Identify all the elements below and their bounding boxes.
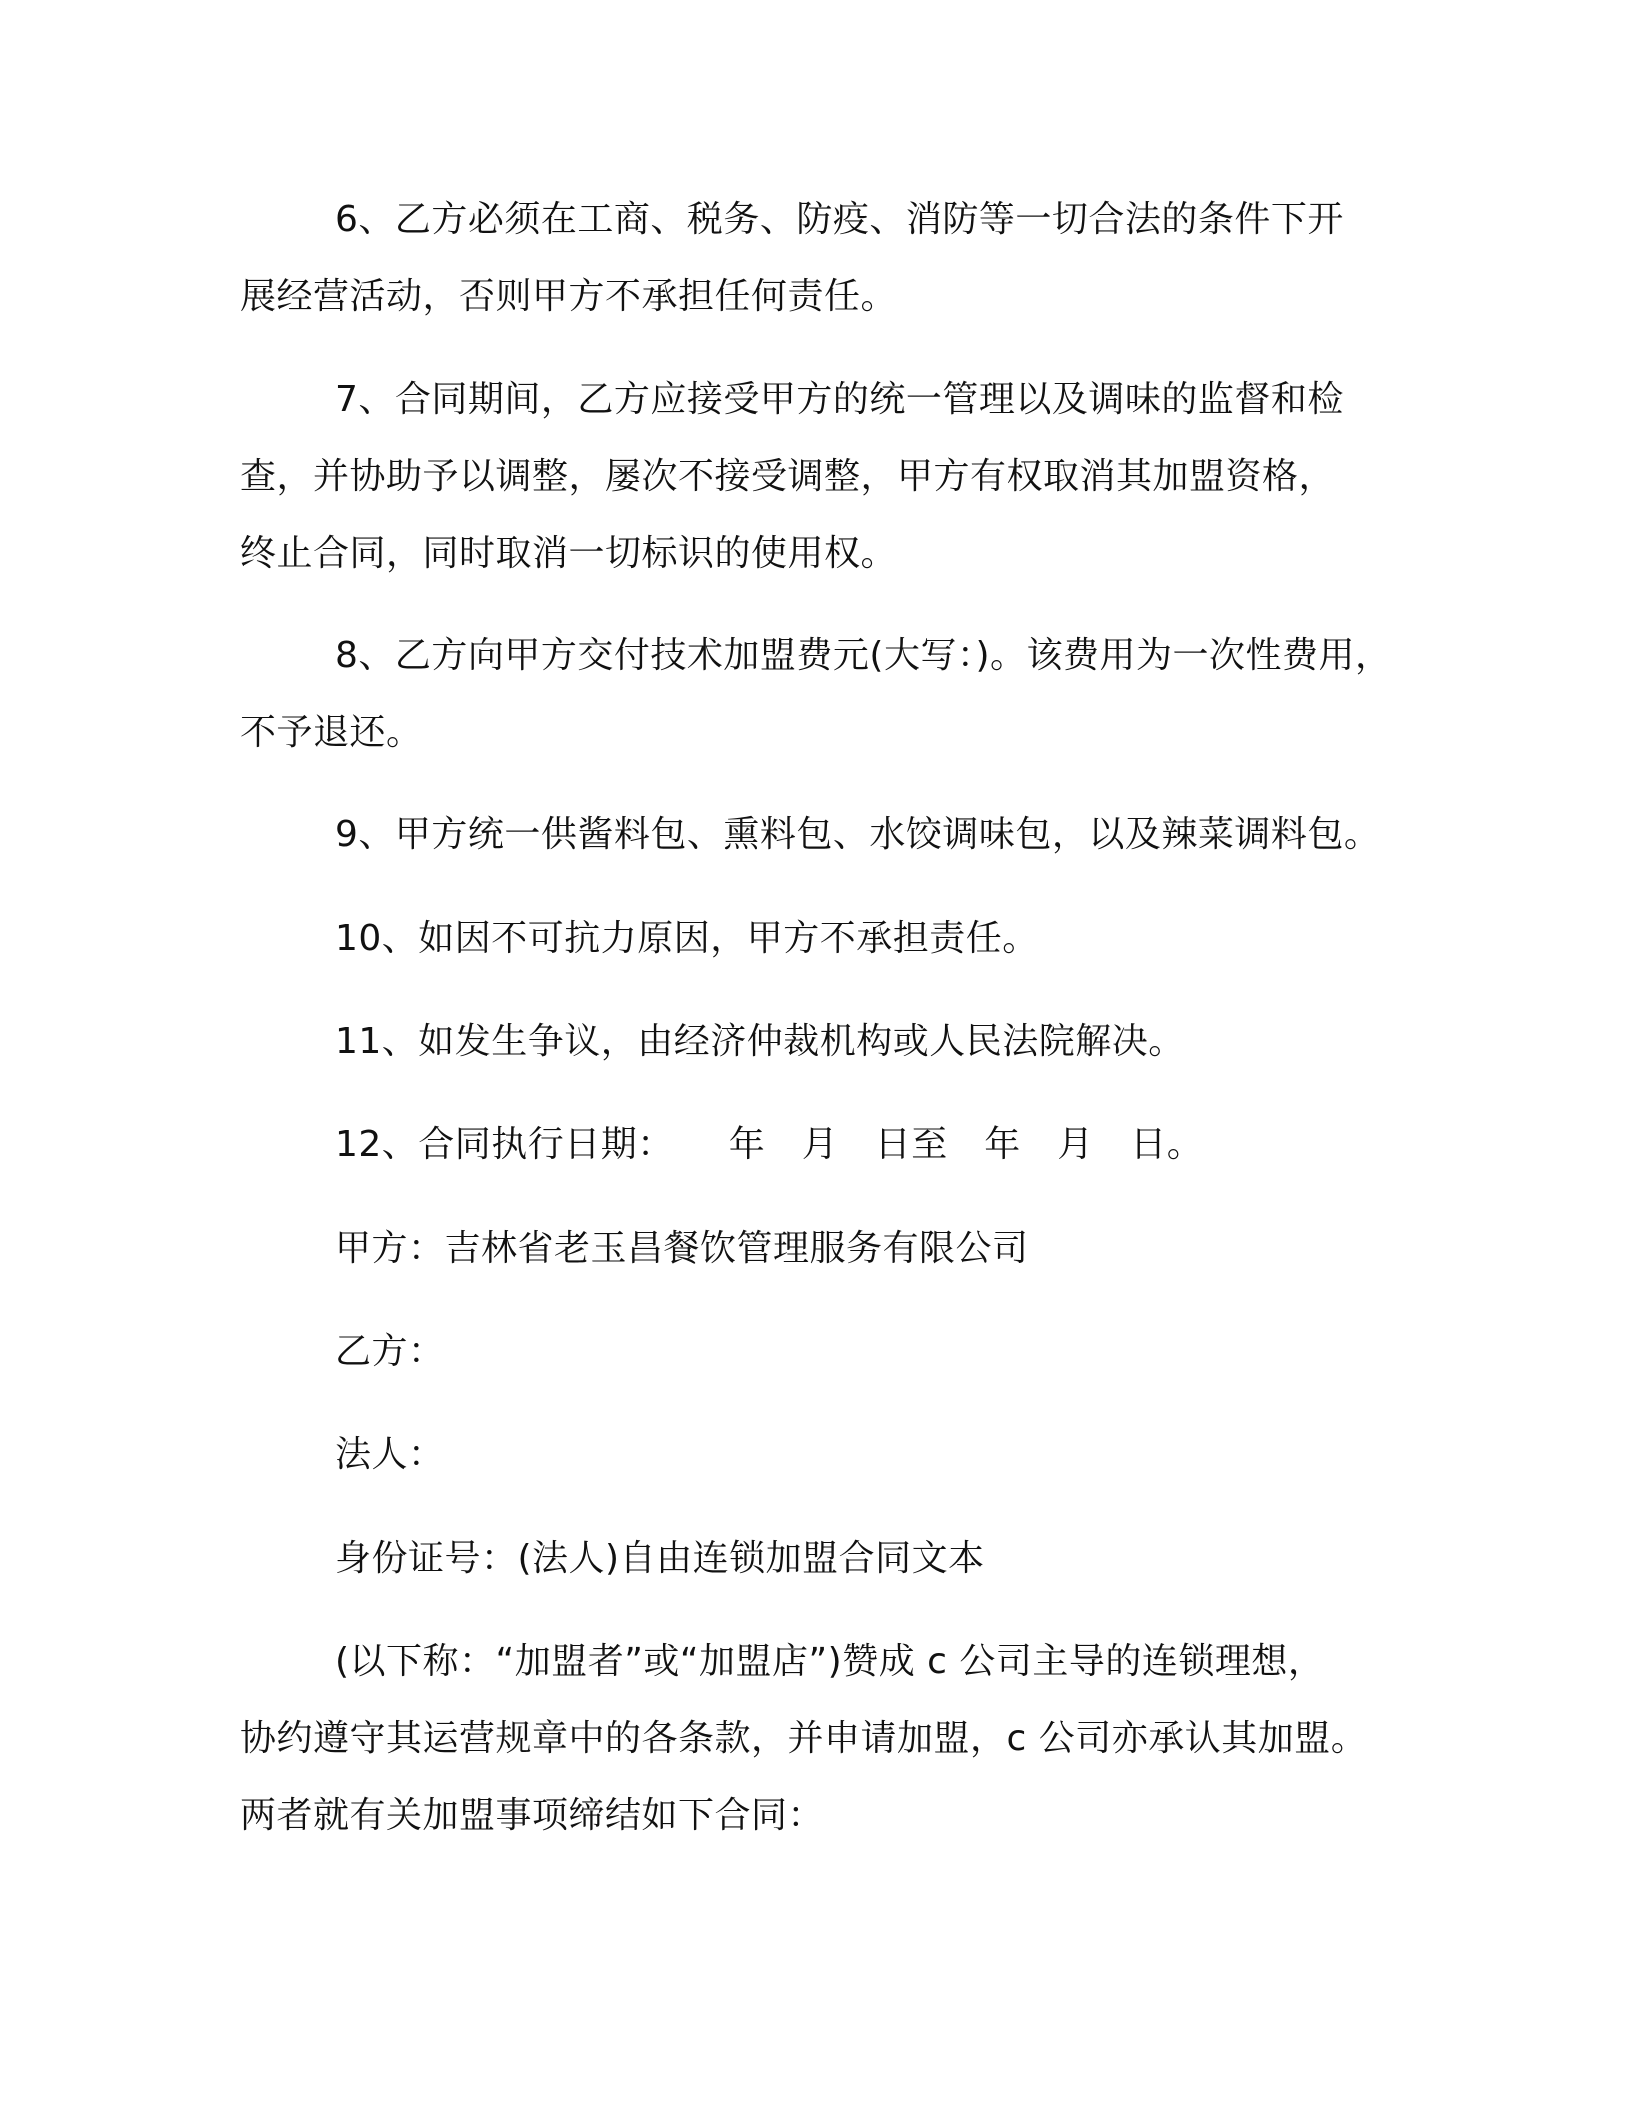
text-line: 6、乙方必须在工商、税务、防疫、消防等一切合法的条件下开 bbox=[335, 199, 1344, 240]
clause-6 bbox=[240, 181, 1420, 335]
clause-8 bbox=[240, 617, 1420, 771]
text-line: 甲方：吉林省老玉昌餐饮管理服务有限公司 bbox=[335, 1228, 1029, 1269]
text-line: 11、如发生争议，由经济仲裁机构或人民法院解决。 bbox=[335, 1021, 1185, 1062]
party-b bbox=[240, 1313, 1420, 1390]
id-number bbox=[240, 1520, 1420, 1597]
text-line: 8、乙方向甲方交付技术加盟费元(大写：)。该费用为一次性费用， bbox=[335, 635, 1392, 676]
party-a bbox=[240, 1210, 1420, 1287]
clause-7 bbox=[240, 361, 1420, 592]
text-line: 乙方： bbox=[335, 1331, 445, 1372]
text-line: 终止合同，同时取消一切标识的使用权。 bbox=[240, 533, 898, 574]
legal-person bbox=[240, 1416, 1420, 1493]
text-line: 10、如因不可抗力原因，甲方不承担责任。 bbox=[335, 918, 1039, 959]
clause-12 bbox=[240, 1106, 1420, 1183]
text-line: 9、甲方统一供酱料包、熏料包、水饺调味包，以及辣菜调料包。 bbox=[335, 814, 1381, 855]
clause-9 bbox=[240, 796, 1420, 873]
text-line: (以下称：“加盟者”或“加盟店”)赞成 c 公司主导的连锁理想， bbox=[335, 1641, 1325, 1682]
text-line: 两者就有关加盟事项缔结如下合同： bbox=[240, 1795, 825, 1836]
text-line: 7、合同期间，乙方应接受甲方的统一管理以及调味的监督和检 bbox=[335, 379, 1344, 420]
franchise-intro bbox=[240, 1623, 1420, 1854]
text-line: 法人： bbox=[335, 1434, 445, 1475]
clause-10 bbox=[240, 900, 1420, 977]
clause-11 bbox=[240, 1003, 1420, 1080]
text-line: 不予退还。 bbox=[240, 712, 423, 753]
text-line: 查，并协助予以调整，屡次不接受调整，甲方有权取消其加盟资格， bbox=[240, 456, 1336, 497]
text-line: 12、合同执行日期： 年 月 日至 年 月 日。 bbox=[335, 1124, 1204, 1165]
text-line: 展经营活动，否则甲方不承担任何责任。 bbox=[240, 276, 898, 317]
text-line: 身份证号：(法人)自由连锁加盟合同文本 bbox=[335, 1538, 985, 1579]
text-line: 协约遵守其运营规章中的各条款，并申请加盟，c 公司亦承认其加盟。 bbox=[240, 1718, 1368, 1759]
